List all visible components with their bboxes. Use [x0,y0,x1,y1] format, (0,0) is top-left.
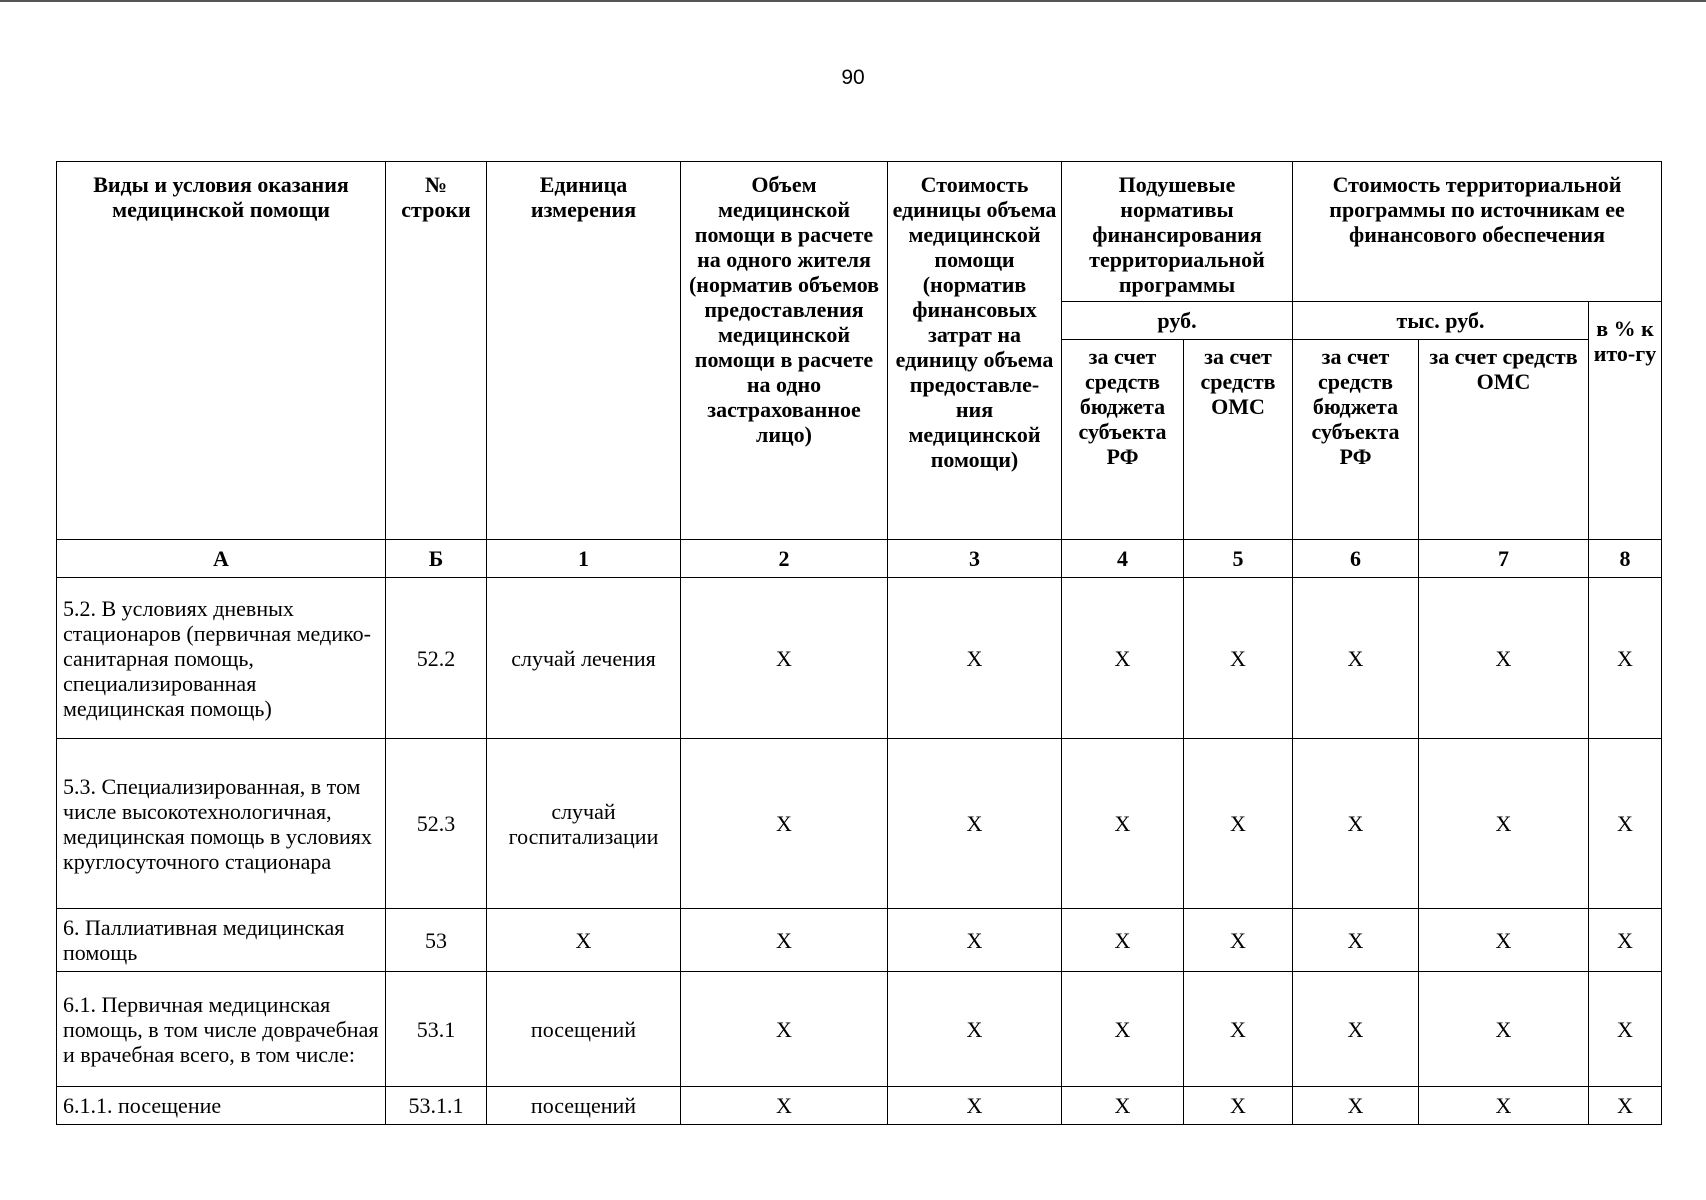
header-oms-thousand: за счет средств ОМС [1419,340,1589,540]
financing-table [56,161,1662,1125]
row-value: X [681,578,888,739]
row-name: 6.1.1. посещение [57,1087,386,1125]
row-value: X [888,909,1062,972]
row-value: X [1293,1087,1419,1125]
row-value: X [1184,578,1293,739]
column-letter: 7 [1419,540,1589,578]
row-value: X [1293,578,1419,739]
column-letter: 5 [1184,540,1293,578]
row-unit: посещений [487,1087,681,1125]
table-row [57,578,1662,739]
column-letter: 4 [1062,540,1184,578]
table-row [57,909,1662,972]
row-value: X [1062,1087,1184,1125]
row-value: X [888,578,1062,739]
row-unit: посещений [487,972,681,1087]
row-number: 53.1 [386,972,487,1087]
column-letter: 8 [1589,540,1662,578]
table-row [57,1087,1662,1125]
row-value: X [1419,1087,1589,1125]
row-value: X [888,972,1062,1087]
row-value: X [1293,972,1419,1087]
header-budget-rf: за счет средств бюджета субъекта РФ [1062,340,1184,540]
row-value: X [1589,578,1662,739]
header-percent-total: в % к ито-гу [1589,302,1662,540]
row-value: X [1589,972,1662,1087]
header-volume: Объем медицинской помощи в расчете на одного жителя (норматив объемов предоставления медицинской помощи в расчете на одно застрахованное лицо) [681,162,888,540]
header-unit: Единица измерения [487,162,681,540]
row-value: X [1062,739,1184,909]
header-thousand-rub: тыс. руб. [1293,302,1589,340]
row-value: X [1184,972,1293,1087]
row-value: X [1293,739,1419,909]
row-value: X [1062,909,1184,972]
row-value: X [1589,909,1662,972]
table-row [57,972,1662,1087]
row-number: 52.2 [386,578,487,739]
row-value: X [681,972,888,1087]
column-letter: А [57,540,386,578]
row-value: X [681,1087,888,1125]
header-budget-rf-thousand: за счет средств бюджета субъекта РФ [1293,340,1419,540]
row-value: X [1589,1087,1662,1125]
row-name: 5.2. В условиях дневных стационаров (первичная медико-санитарная помощь, специализированная медицинская помощь) [57,578,386,739]
header-cost: Стоимость единицы объема медицинской помощи (норматив финансовых затрат на единицу объема предоставле-ния медицинской помощи) [888,162,1062,540]
column-letters-row [57,540,1662,578]
row-value: X [1419,739,1589,909]
header-oms-rub: за счет средств ОМС [1184,340,1293,540]
row-name: 5.3. Специализированная, в том числе высокотехнологичная, медицинская помощь в условиях круглосуточного стационара [57,739,386,909]
header-program-cost: Стоимость территориальной программы по источникам ее финансового обеспечения [1293,162,1662,302]
header-row-no: № строки [386,162,487,540]
column-letter: 6 [1293,540,1419,578]
row-value: X [1184,1087,1293,1125]
row-value: X [1062,972,1184,1087]
table-row [57,739,1662,909]
row-value: X [681,739,888,909]
column-letter: 2 [681,540,888,578]
row-value: X [1293,909,1419,972]
row-unit: случай лечения [487,578,681,739]
header-row-1 [57,162,1662,302]
row-value: X [1419,909,1589,972]
header-kind: Виды и условия оказания медицинской помощи [57,162,386,540]
row-value: X [1062,578,1184,739]
column-letter: 1 [487,540,681,578]
row-value: X [1419,972,1589,1087]
column-letter: 3 [888,540,1062,578]
row-number: 52.3 [386,739,487,909]
row-name: 6.1. Первичная медицинская помощь, в том числе доврачебная и врачебная всего, в том числе: [57,972,386,1087]
row-value: X [1419,578,1589,739]
row-value: X [1184,739,1293,909]
row-number: 53 [386,909,487,972]
column-letter: Б [386,540,487,578]
row-value: X [888,739,1062,909]
header-rub: руб. [1062,302,1293,340]
row-name: 6. Паллиативная медицинская помощь [57,909,386,972]
row-number: 53.1.1 [386,1087,487,1125]
row-value: X [1589,739,1662,909]
row-unit: X [487,909,681,972]
row-value: X [1184,909,1293,972]
row-value: X [888,1087,1062,1125]
top-rule [0,0,1706,2]
row-value: X [681,909,888,972]
row-unit: случай госпитализации [487,739,681,909]
page-number: 90 [841,66,865,89]
header-per-capita: Подушевые нормативы финансирования территориальной программы [1062,162,1293,302]
